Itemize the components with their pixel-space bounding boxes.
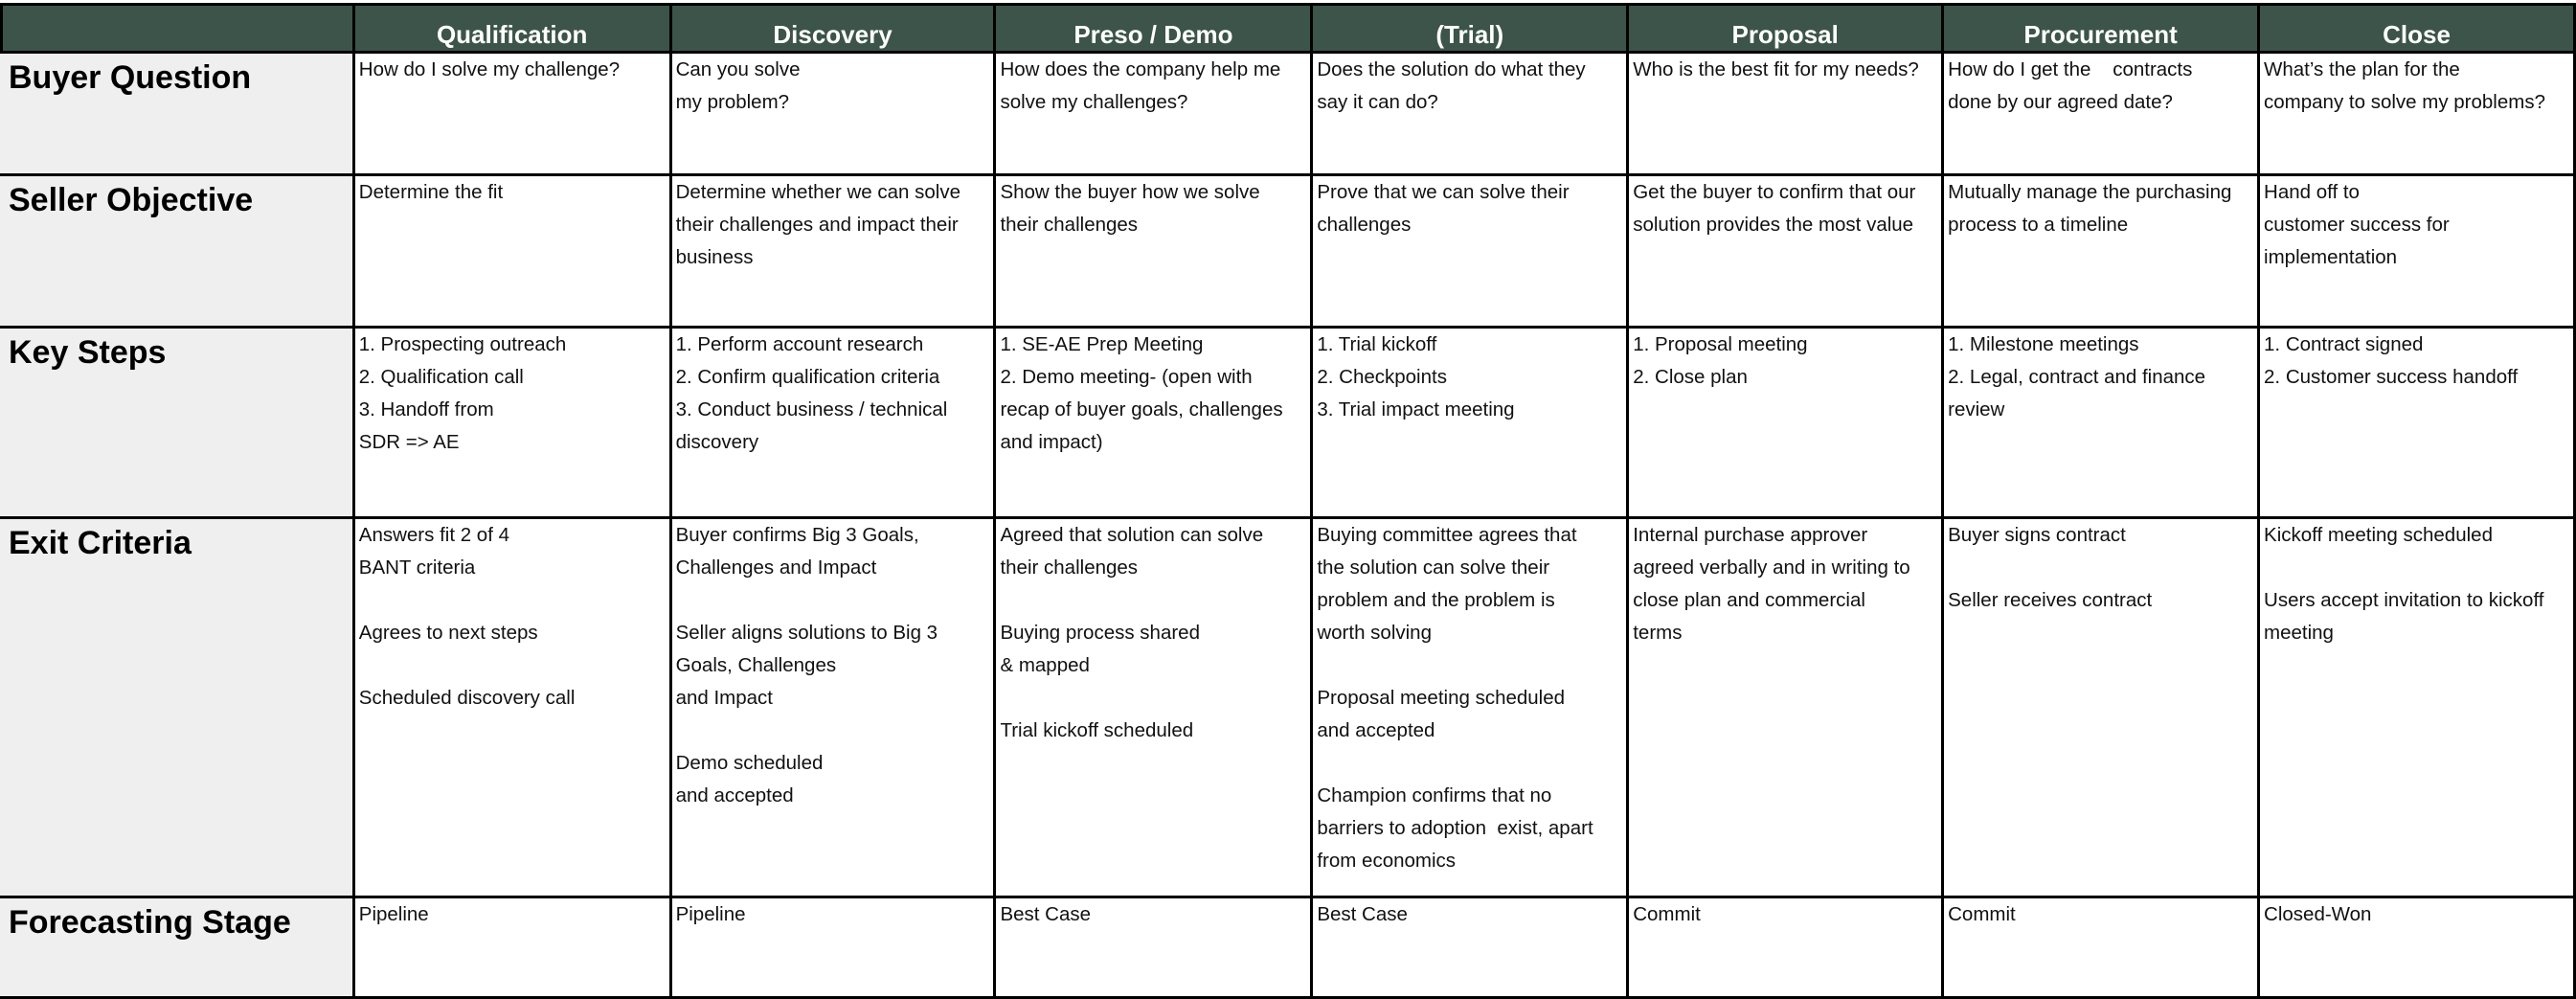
cell-text-line: 2. Customer success handoff [2264,366,2519,388]
cell-text-line: Users accept invitation to kickoff [2264,589,2544,611]
table-cell [1312,175,1628,328]
cell-text-line: Best Case [1000,903,1092,925]
cell-text-line: Closed-Won [2264,903,2372,925]
cell-text-line: 1. SE-AE Prep Meeting [1000,333,1204,355]
table-cell [1943,53,2259,175]
cell-text-line: Champion confirms that no [1317,784,1552,806]
cell-text-line: customer success for [2264,214,2450,236]
cell-spacer [676,584,994,617]
cell-spacer [1000,584,1310,617]
cell-text-line: problem and the problem is [1317,589,1555,611]
cell-text-line: 1. Proposal meeting [1633,333,1808,355]
column-header-trial: (Trial) [1312,5,1628,53]
cell-text-line: Proposal meeting scheduled [1317,687,1566,709]
cell-text-line: Kickoff meeting scheduled [2264,524,2493,546]
cell-text-line: and Impact [675,687,773,709]
cell-text-line: business [675,246,754,268]
cell-spacer [1000,682,1310,715]
cell-text-line: Show the buyer how we solve [1000,181,1260,203]
table-cell [353,175,670,328]
table-cell [1628,518,1943,897]
table-cell [670,328,995,518]
cell-text-line: & mapped [1000,654,1090,676]
table-cell [1628,897,1943,998]
cell-text-line: 1. Prospecting outreach [358,333,567,355]
table-cell [2259,518,2575,897]
cell-spacer [2264,552,2573,584]
table-cell [2259,328,2575,518]
table-cell [995,328,1312,518]
cell-spacer [1317,649,1626,682]
table-cell [353,897,670,998]
cell-text-line: Pipeline [358,903,429,925]
table-cell [995,897,1312,998]
cell-text-line: Scheduled discovery call [358,687,576,709]
cell-text-line: their challenges and impact their [675,214,959,236]
cell-text-line: Pipeline [675,903,746,925]
cell-text-line: my problem? [675,91,790,113]
table-cell [1943,328,2259,518]
row-label-forecasting-stage: Forecasting Stage [2,897,354,998]
cell-text-line: Who is the best fit for my needs? [1633,58,1919,80]
cell-spacer [676,715,994,747]
table-cell [353,518,670,897]
cell-text-line: Prove that we can solve their [1317,181,1570,203]
row-exit-criteria [2,518,2575,897]
cell-text-line: 3. Trial impact meeting [1317,398,1515,420]
header-row [2,5,2575,53]
sales-process-table [0,3,2576,999]
table-cell [353,328,670,518]
cell-text-line: worth solving [1317,622,1432,644]
table-cell [2259,53,2575,175]
column-header-procurement: Procurement [1943,5,2259,53]
cell-text-line: SDR => AE [358,431,460,453]
table-cell [995,175,1312,328]
cell-text-line: 1. Milestone meetings [1948,333,2139,355]
column-header-close: Close [2259,5,2575,53]
cell-text-line: 2. Demo meeting- (open with [1000,366,1253,388]
cell-text-line: Does the solution do what they [1317,58,1586,80]
row-label-seller-objective: Seller Objective [2,175,354,328]
cell-text-line: Get the buyer to confirm that our [1633,181,1916,203]
cell-text-line: Mutually manage the purchasing [1948,181,2232,203]
row-buyer-question [2,53,2575,175]
cell-text-line: say it can do? [1317,91,1438,113]
cell-text-line: agreed verbally and in writing to [1633,556,1910,579]
table-cell [2259,897,2575,998]
row-label-key-steps: Key Steps [2,328,354,518]
cell-text-line: What’s the plan for the [2264,58,2460,80]
cell-text-line: How does the company help me [1000,58,1281,80]
table-cell [670,897,995,998]
cell-text-line: barriers to adoption exist, apart [1317,817,1593,839]
table-cell [2259,175,2575,328]
cell-text-line: 1. Perform account research [675,333,924,355]
cell-text-line: 2. Legal, contract and finance [1948,366,2206,388]
cell-text-line: review [1948,398,2005,420]
cell-text-line: company to solve my problems? [2264,91,2545,113]
cell-text-line: Challenges and Impact [675,556,877,579]
cell-text-line: Demo scheduled [675,752,824,774]
cell-text-line: 2. Checkpoints [1317,366,1447,388]
cell-text-line: How do I get the contracts [1948,58,2193,80]
cell-text-line: Buyer signs contract [1948,524,2126,546]
cell-text-line: Buyer confirms Big 3 Goals, [675,524,919,546]
cell-text-line: the solution can solve their [1317,556,1550,579]
cell-text-line: Best Case [1317,903,1408,925]
cell-text-line: 2. Close plan [1633,366,1748,388]
cell-text-line: How do I solve my challenge? [358,58,621,80]
cell-text-line: Can you solve [675,58,801,80]
table-cell [670,518,995,897]
cell-text-line: discovery [675,431,759,453]
cell-text-line: 1. Contract signed [2264,333,2424,355]
cell-text-line: Answers fit 2 of 4 [358,524,509,546]
table-cell [1628,175,1943,328]
cell-text-line: BANT criteria [358,556,476,579]
table-cell [995,518,1312,897]
cell-text-line: Seller aligns solutions to Big 3 [675,622,938,644]
cell-text-line: Determine the fit [358,181,504,203]
cell-text-line: their challenges [1000,214,1139,236]
cell-text-line: Agrees to next steps [358,622,538,644]
column-header-discovery: Discovery [670,5,995,53]
cell-spacer [1317,747,1626,780]
cell-text-line: 1. Trial kickoff [1317,333,1437,355]
table-cell [1628,328,1943,518]
cell-text-line: process to a timeline [1948,214,2129,236]
column-header-proposal: Proposal [1628,5,1943,53]
table-cell [1628,53,1943,175]
cell-text-line: and accepted [1317,719,1435,741]
table-cell [1943,175,2259,328]
column-header-qualification: Qualification [353,5,670,53]
cell-text-line: Buying committee agrees that [1317,524,1577,546]
cell-text-line: Internal purchase approver [1633,524,1868,546]
table-cell [670,53,995,175]
cell-spacer [359,584,669,617]
cell-text-line: from economics [1317,850,1457,872]
cell-text-line: their challenges [1000,556,1139,579]
cell-text-line: Buying process shared [1000,622,1200,644]
column-header-preso-demo: Preso / Demo [995,5,1312,53]
table-cell [670,175,995,328]
cell-text-line: 2. Confirm qualification criteria [675,366,940,388]
table-cell [995,53,1312,175]
cell-text-line: Commit [1633,903,1701,925]
cell-text-line: 3. Handoff from [358,398,494,420]
cell-text-line: implementation [2264,246,2398,268]
cell-text-line: done by our agreed date? [1948,91,2173,113]
cell-text-line: Commit [1948,903,2016,925]
header-corner-cell [2,5,354,53]
cell-text-line: close plan and commercial [1633,589,1865,611]
table-cell [1312,328,1628,518]
cell-text-line: Determine whether we can solve [675,181,960,203]
row-forecasting-stage [2,897,2575,998]
table-cell [1312,897,1628,998]
cell-text-line: Hand off to [2264,181,2360,203]
cell-spacer [359,649,669,682]
cell-text-line: Goals, Challenges [675,654,837,676]
row-label-exit-criteria: Exit Criteria [2,518,354,897]
cell-text-line: solve my challenges? [1000,91,1188,113]
table-cell [1943,518,2259,897]
cell-text-line: solution provides the most value [1633,214,1914,236]
cell-text-line: Trial kickoff scheduled [1000,719,1194,741]
row-label-buyer-question: Buyer Question [2,53,354,175]
cell-text-line: and accepted [675,784,794,806]
cell-spacer [1948,552,2257,584]
cell-text-line: terms [1633,622,1683,644]
cell-text-line: Agreed that solution can solve [1000,524,1264,546]
table-cell [1312,518,1628,897]
cell-text-line: meeting [2264,622,2334,644]
table-cell [1312,53,1628,175]
cell-text-line: 2. Qualification call [358,366,524,388]
cell-text-line: recap of buyer goals, challenges [1000,398,1283,420]
cell-text-line: 3. Conduct business / technical [675,398,948,420]
row-seller-objective [2,175,2575,328]
row-key-steps [2,328,2575,518]
cell-text-line: and impact) [1000,431,1103,453]
table-cell [1943,897,2259,998]
cell-text-line: Seller receives contract [1948,589,2153,611]
cell-text-line: challenges [1317,214,1412,236]
table-cell [353,53,670,175]
